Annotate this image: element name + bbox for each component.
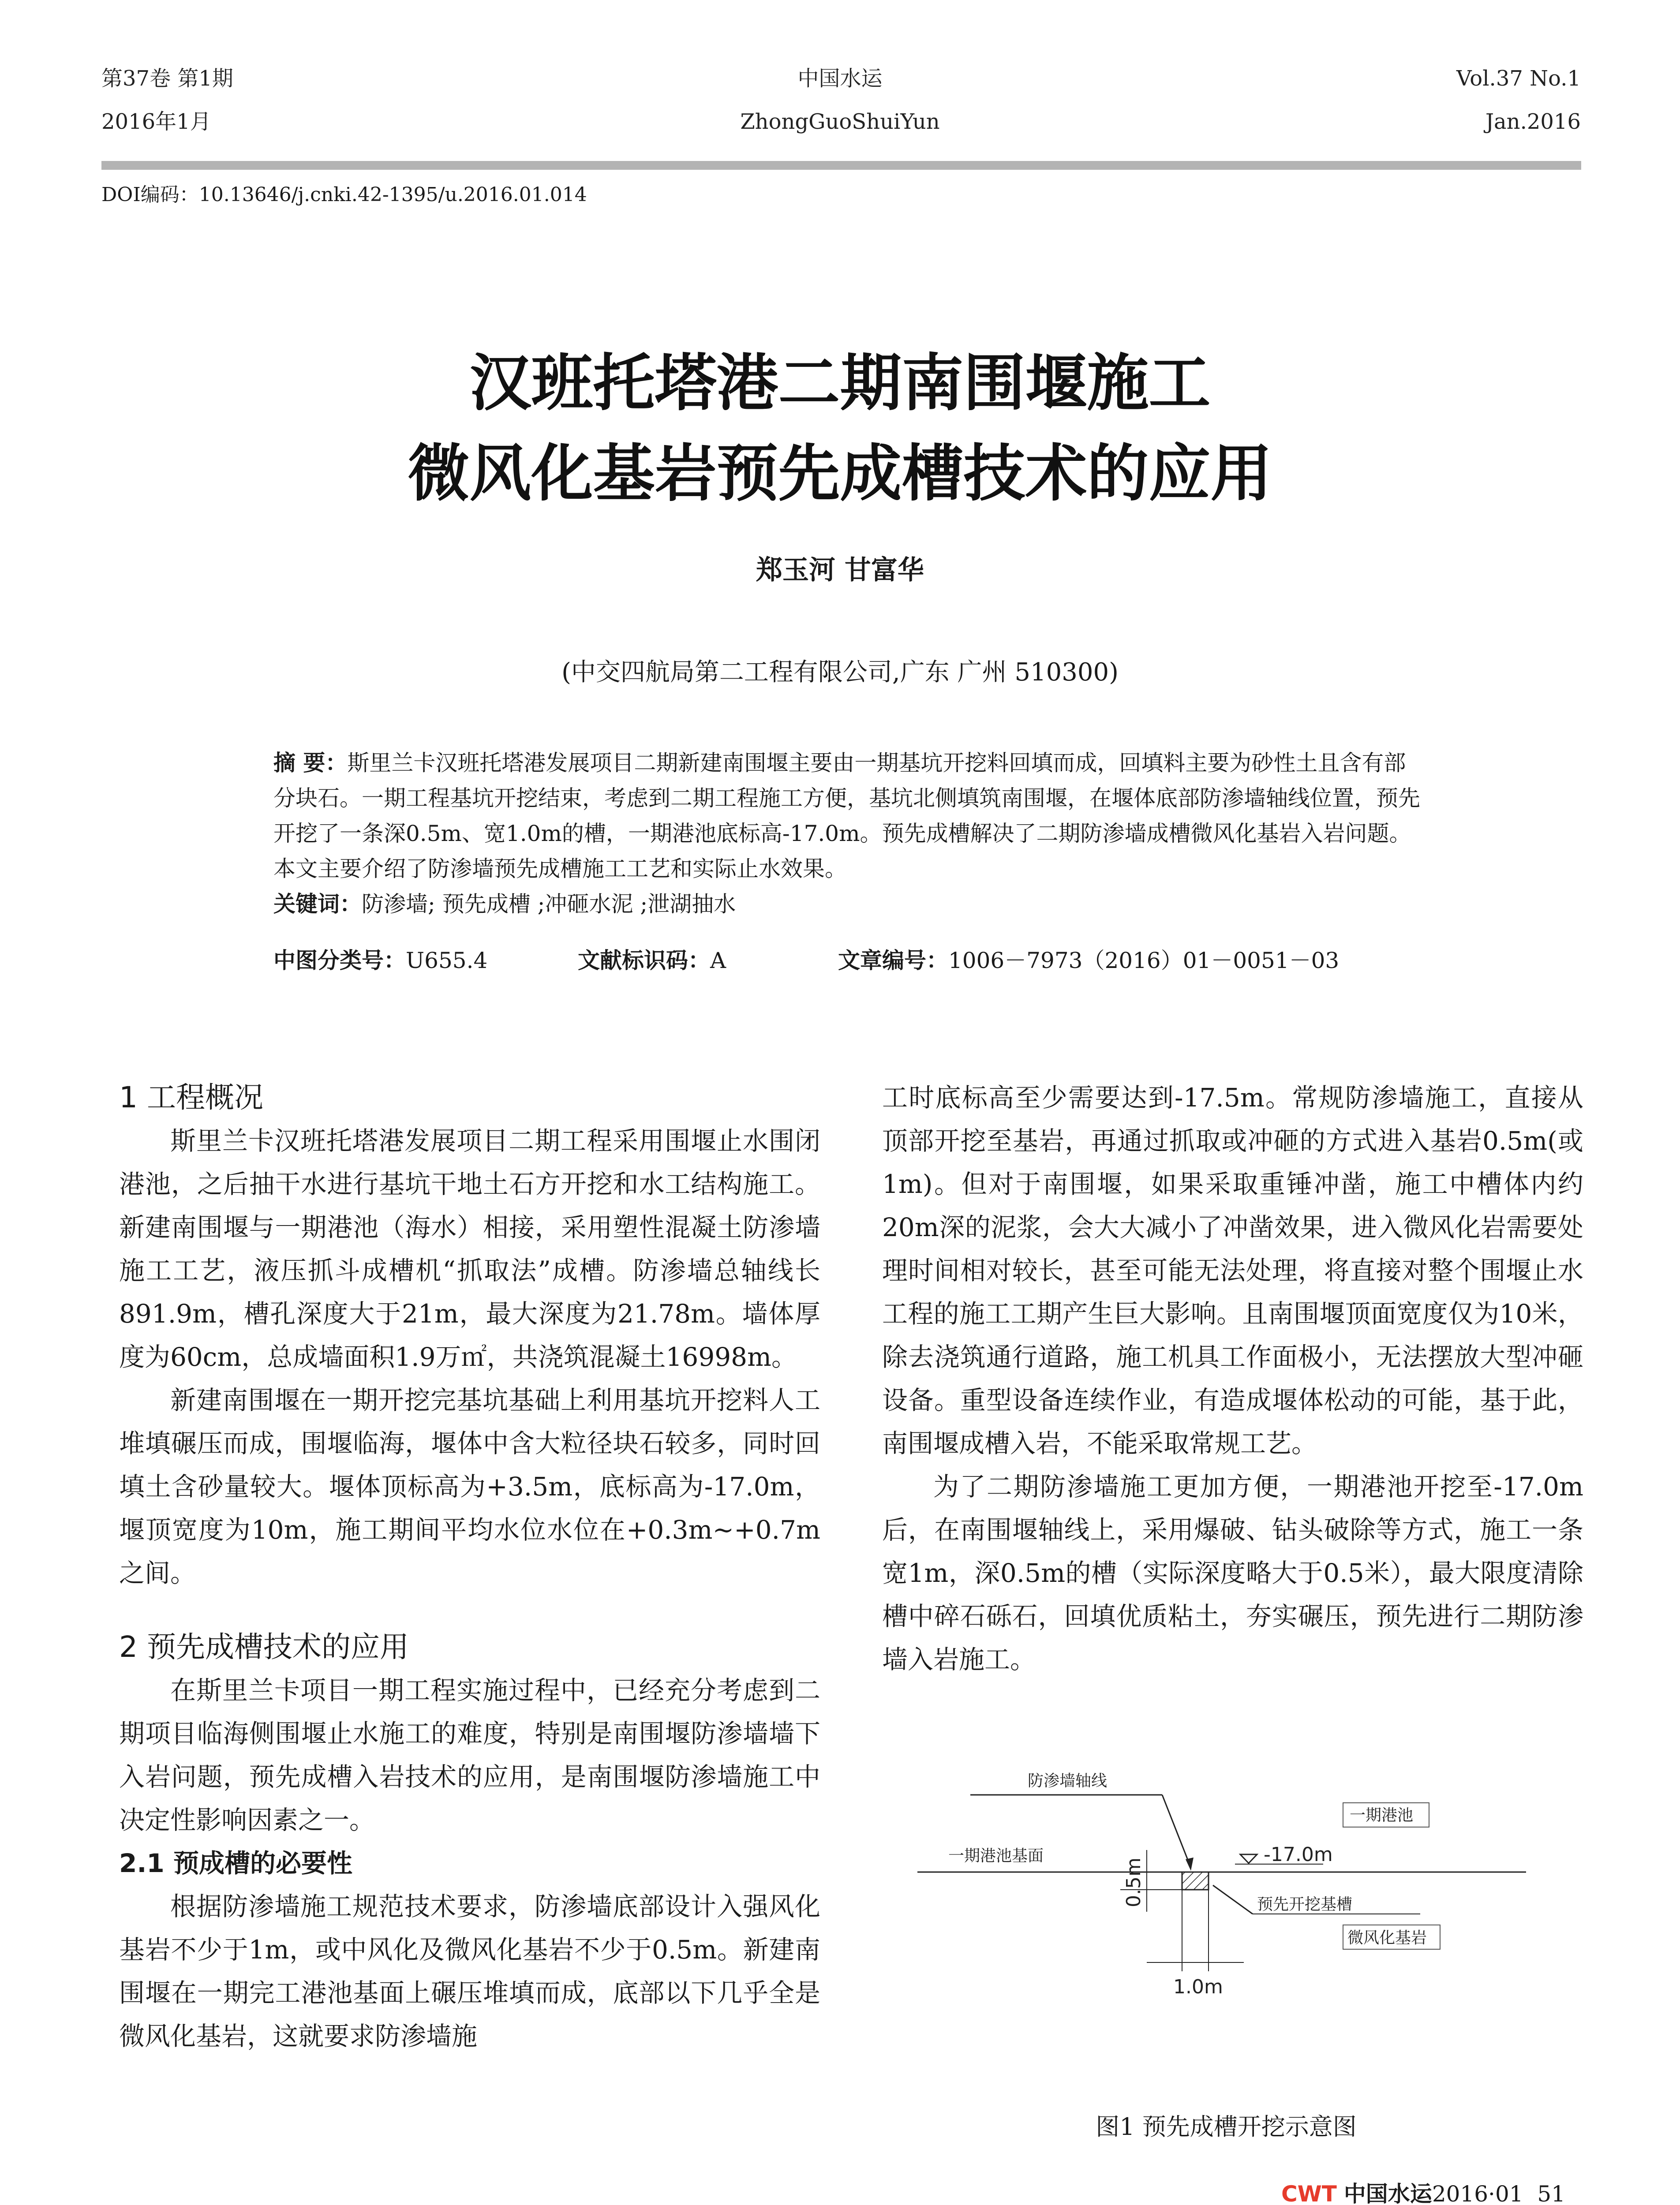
pre-excavated-trench [1182, 1872, 1209, 1890]
clc-value: U655.4 [406, 948, 488, 973]
elevation-triangle-icon [1240, 1854, 1257, 1863]
title-line2: 微风化基岩预先成槽技术的应用 [408, 438, 1272, 510]
trench-diagram [900, 1755, 1544, 2073]
header-volume-en: Vol.37 No.1 [1456, 66, 1581, 91]
axis-leader-line [1162, 1795, 1191, 1868]
abstract-text: 斯里兰卡汉班托塔港发展项目二期新建南围堰主要由一期基坑开挖料回填而成，回填料主要为砂性土且含有部分块石。一期工程基坑开挖结束，考虑到二期工程施工方便，基坑北侧填筑南围堰，在堰体底部防渗墙轴线位置，预先开挖了一条深0.5m、宽1.0m的槽，一期港池底标高-17.0m。预先成槽解决了二期防渗墙成槽微风化基岩入岩问题。本文主要介绍了防渗墙预先成槽施工工艺和实际止水效果。 [273, 750, 1420, 882]
footer-journal: 中国水运 [1343, 2181, 1432, 2205]
pool-label: 一期港池 [1350, 1806, 1414, 1824]
arrow-head [1186, 1857, 1194, 1871]
right-column [882, 1076, 1583, 1681]
base-label: 一期港池基面 [948, 1847, 1044, 1865]
article-number-label: 文章编号： [838, 948, 948, 973]
footer [1281, 2176, 1565, 2205]
subsection-heading-2-1: 2.1 预成槽的必要性 [119, 1848, 352, 1878]
footer-issue: 2016·01 [1432, 2181, 1523, 2205]
left-column [119, 1076, 820, 2058]
trench-leader-line [1213, 1885, 1253, 1914]
header-date: 2016年1月 [101, 109, 211, 134]
footer-brand: CWT [1281, 2181, 1337, 2205]
header-rule [101, 161, 1581, 170]
doc-code-label: 文献标识码： [578, 948, 710, 973]
width-label: 1.0m [1173, 1976, 1223, 1998]
abstract [273, 745, 1420, 922]
section-heading-2: 2 预先成槽技术的应用 [119, 1630, 409, 1664]
header-volume: 第37卷 第1期 [101, 66, 233, 91]
paragraph: 工时底标高至少需要达到-17.5m。常规防渗墙施工，直接从顶部开挖至基岩，再通过抓取或冲砸的方式进入基岩0.5m(或1m)。但对于南围堰，如果采取重锤冲凿，施工中槽体内约20m深的泥浆，会大大减小了冲凿效果，进入微风化岩需要处理时间相对较长，甚至可能无法处理，将直接对整个围堰止水工程的施工工期产生巨大影响。且南围堰顶面宽度仅为10米，除去浇筑通行道路，施工机具工作面极小，无法摆放大型冲砸设备。重型设备连续作业，有造成堰体松动的可能，基于此，南围堰成槽入岩，不能采取常规工艺。 [882, 1083, 1583, 1458]
abstract-label: 摘 要： [273, 750, 348, 776]
paragraph: 为了二期防渗墙施工更加方便，一期港池开挖至-17.0m后，在南围堰轴线上，采用爆破、钻头破除等方式，施工一条宽1m，深0.5m的槽（实际深度略大于0.5米），最大限度清除槽中碎石砾石，回填优质粘土，夯实碾压，预先进行二期防渗墙入岩施工。 [882, 1472, 1583, 1674]
affiliation: (中交四航局第二工程有限公司,广东 广州 510300) [561, 658, 1119, 687]
title-line1: 汉班托塔港二期南围堰施工 [469, 348, 1211, 419]
figure-caption: 图1 预先成槽开挖示意图 [1096, 2113, 1357, 2141]
trench-label: 预先开挖基槽 [1257, 1895, 1353, 1913]
header-journal: 中国水运 [797, 66, 883, 91]
paragraph: 根据防渗墙施工规范技术要求，防渗墙底部设计入强风化基岩不少于1m，或中风化及微风化基岩不少于0.5m。新建南围堰在一期完工港池基面上碾压堆填而成，底部以下几乎全是微风化基岩，这就要求防渗墙施 [119, 1891, 820, 2051]
paragraph: 斯里兰卡汉班托塔港发展项目二期工程采用围堰止水围闭港池，之后抽干水进行基坑干地土石方开挖和水工结构施工。新建南围堰与一期港池（海水）相接，采用塑性混凝土防渗墙施工工艺，液压抓斗成槽机“抓取法”成槽。防渗墙总轴线长891.9m，槽孔深度大于21m，最大深度为21.78m。墙体厚度为60cm，总成墙面积1.9万㎡，共浇筑混凝土16998m。 [119, 1126, 820, 1372]
page-number: 51 [1537, 2181, 1565, 2205]
paragraph: 新建南围堰在一期开挖完基坑基础上利用基坑开挖料人工堆填碾压而成，围堰临海，堰体中含大粒径块石较多，同时回填土含砂量较大。堰体顶标高为+3.5m，底标高为-17.0m，堰顶宽度为10m，施工期间平均水位水位在+0.3m~+0.7m之间。 [119, 1385, 820, 1588]
clc-label: 中图分类号： [273, 948, 406, 973]
header-date-en: Jan.2016 [1485, 109, 1581, 134]
keywords-label: 关键词： [273, 891, 362, 917]
doi: DOI编码：10.13646/j.cnki.42-1395/u.2016.01.014 [101, 183, 587, 206]
section-heading-1: 1 工程概况 [119, 1080, 263, 1114]
article-number-value: 1006－7973（2016）01－0051－03 [948, 948, 1340, 973]
axis-label: 防渗墙轴线 [1028, 1772, 1108, 1790]
article-meta [273, 943, 1420, 978]
elevation-label: -17.0m [1264, 1843, 1333, 1866]
doc-code-value: A [710, 948, 726, 973]
keywords-text: 防渗墙; 预先成槽 ;冲砸水泥 ;泄湖抽水 [362, 891, 736, 917]
paragraph: 在斯里兰卡项目一期工程实施过程中，已经充分考虑到二期项目临海侧围堰止水施工的难度，特别是南围堰防渗墙墙下入岩问题，预先成槽入岩技术的应用，是南围堰防渗墙施工中决定性影响因素之一。 [119, 1675, 820, 1835]
header-journal-pinyin: ZhongGuoShuiYun [740, 109, 940, 134]
rock-label: 微风化基岩 [1347, 1929, 1427, 1947]
depth-label: 0.5m [1122, 1857, 1145, 1907]
authors: 郑玉河 甘富华 [756, 555, 924, 586]
